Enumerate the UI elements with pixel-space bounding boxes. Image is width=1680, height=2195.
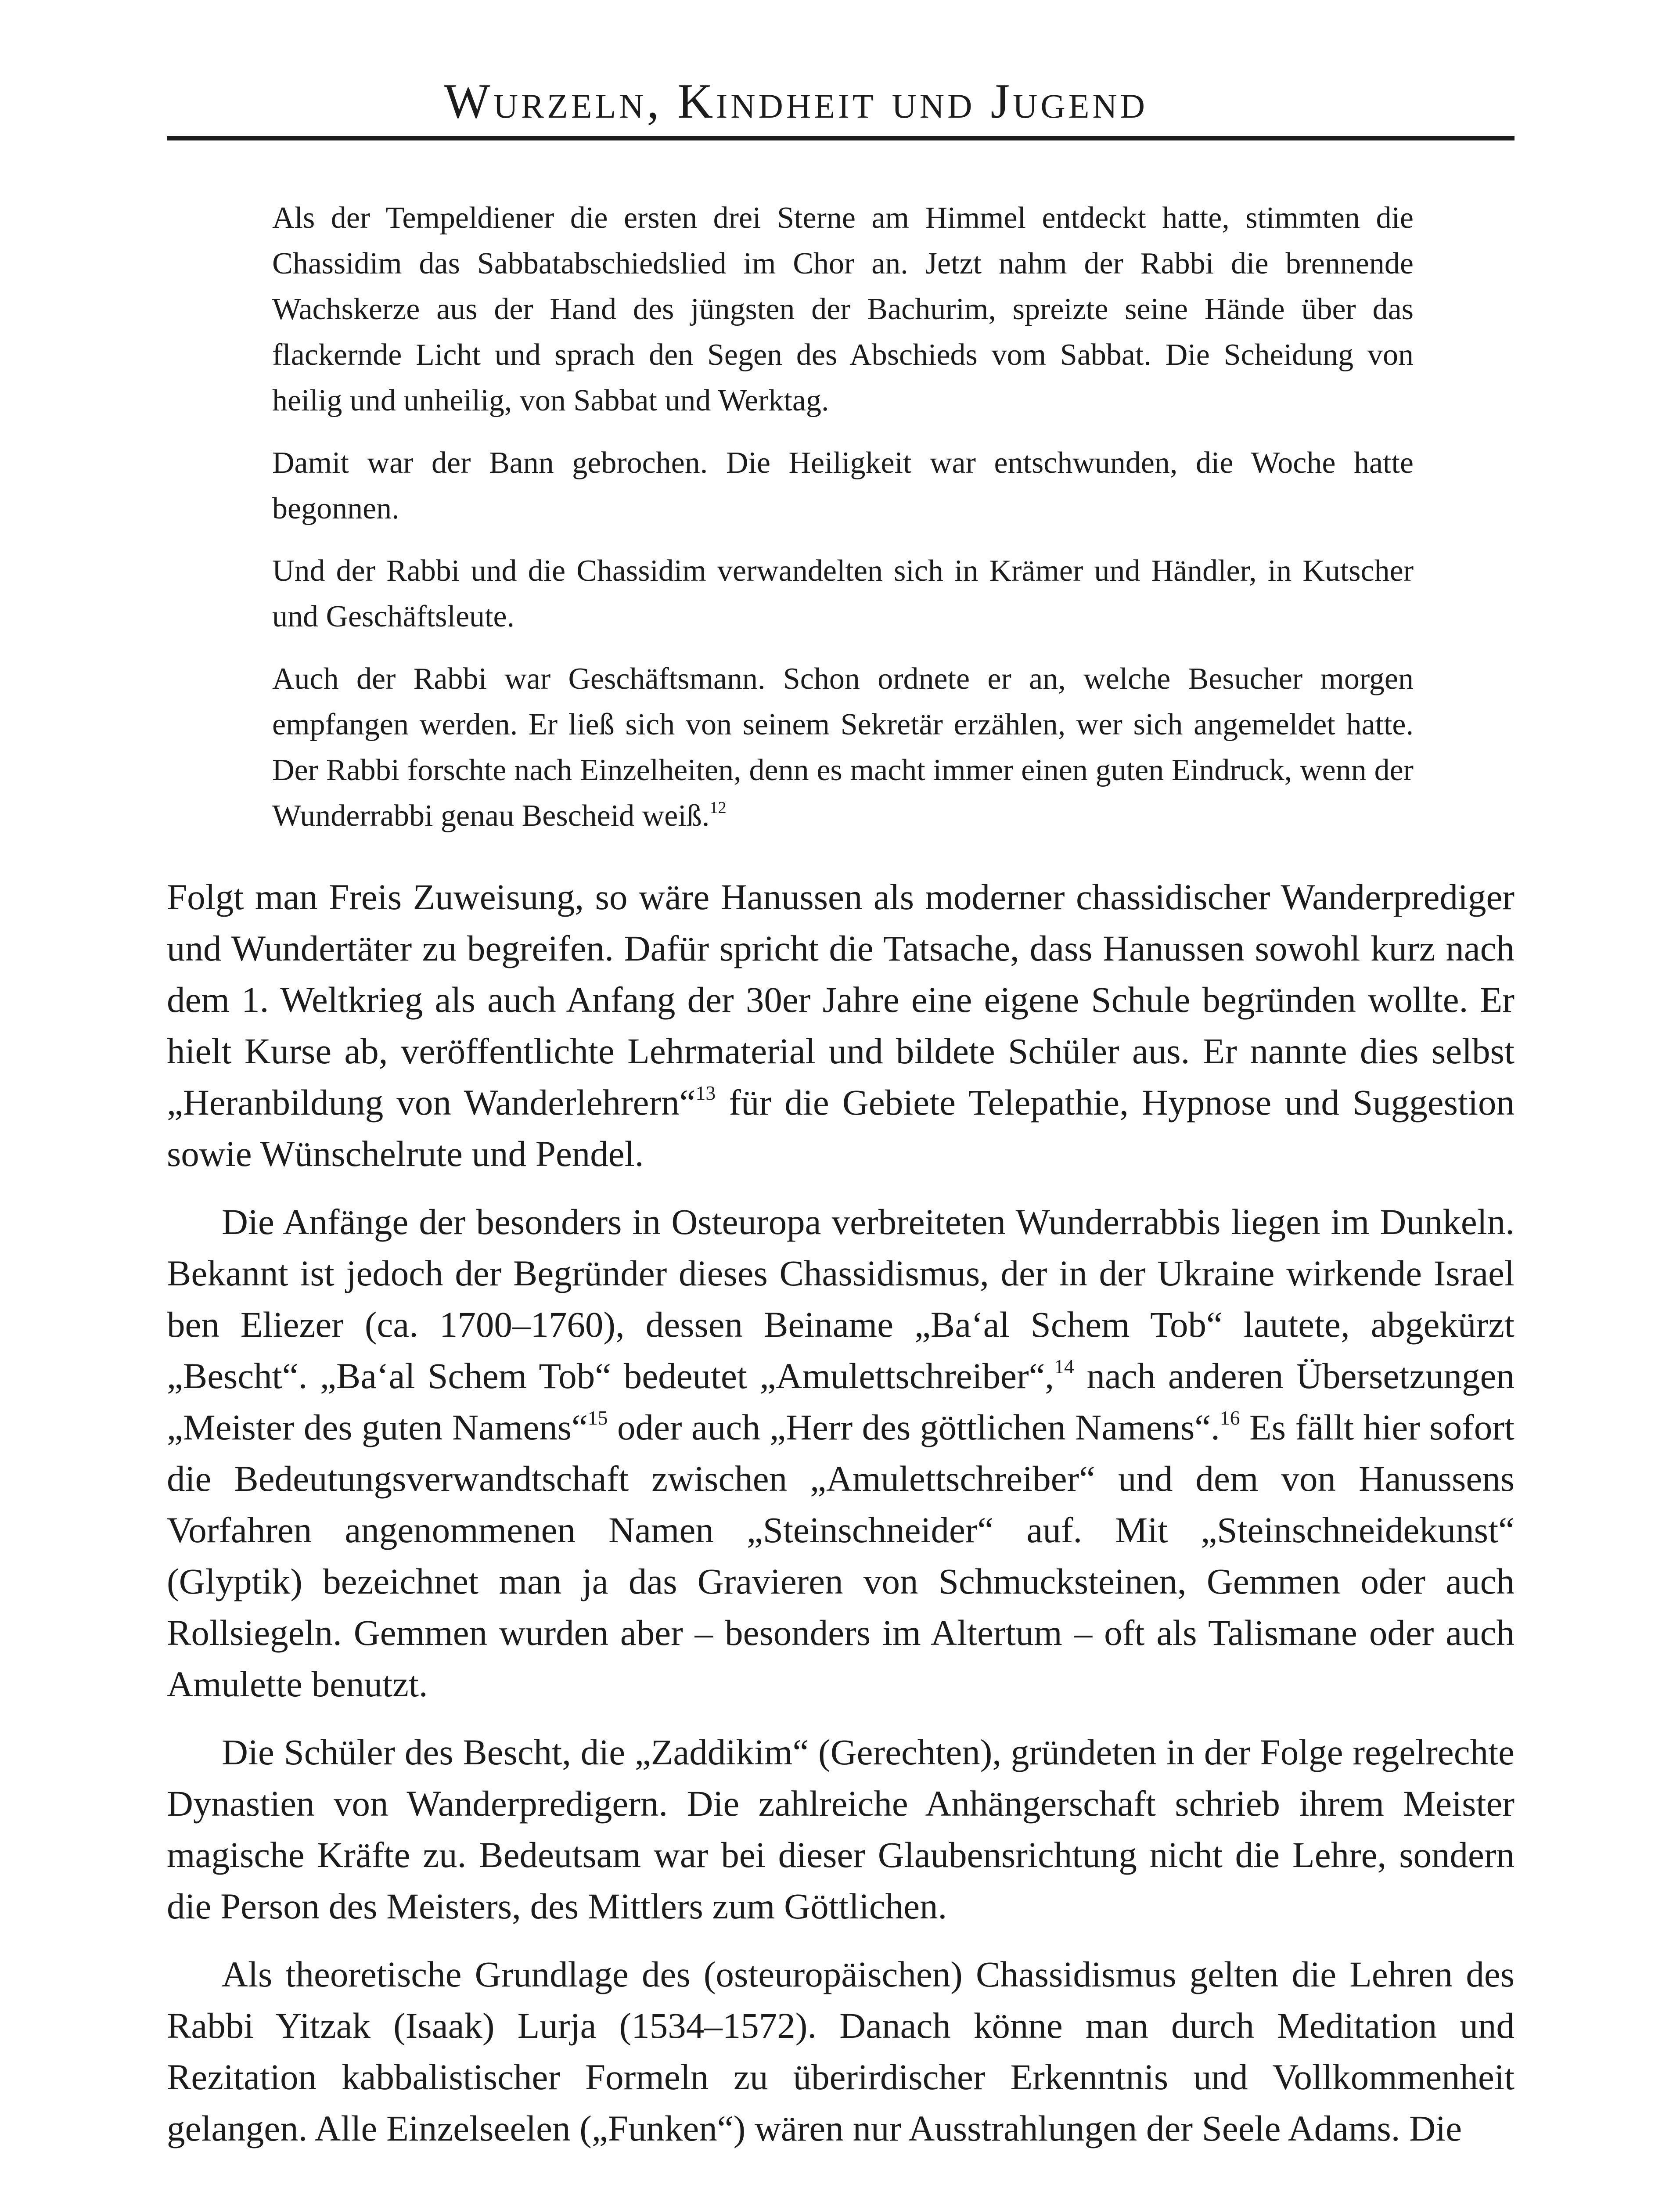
block-quote xyxy=(272,195,1414,856)
quote-paragraph xyxy=(272,656,1414,839)
quote-paragraph xyxy=(272,195,1414,424)
body-text-run: Folgt man Freis Zuweisung, so wäre Hanussen als moderner chassidischer Wanderprediger und Wundertäter zu begreifen. Dafür spricht die Tatsache, dass Hanussen sowohl kurz nach dem 1. Weltkrieg als auch Anfang der 30er Jahre eine eigene Schule begründen wollte. Er hielt Kurse ab, veröffentlichte Lehrmaterial und bildete Schüler aus. Er nannte dies selbst „Heranbildung von Wanderlehrern“ xyxy=(167,877,1515,1123)
body-text-run: Die Anfänge der besonders in Osteuropa verbreiteten Wunderrabbis liegen im Dunkeln. Bekannt ist jedoch der Begründer dieses Chassidismus, der in der Ukraine wirkende Israel ben Eliezer (ca. 1700–1760), dessen Beiname „Ba‘al Schem Tob“ lautete, abgekürzt „Bescht“. „Ba‘al Schem Tob“ bedeutet „Amulettschreiber“, xyxy=(167,1202,1515,1396)
footnote-marker[interactable]: 16 xyxy=(1220,1406,1240,1429)
footnote-marker[interactable]: 15 xyxy=(587,1406,608,1429)
footnote-marker[interactable]: 13 xyxy=(695,1081,716,1104)
body-text-run: für die Gebiete Telepathie, Hypnose und Suggestion sowie Wünschelrute und Pendel. xyxy=(167,1082,1515,1174)
body-paragraph xyxy=(167,1727,1515,1932)
body-paragraph xyxy=(167,871,1515,1180)
quote-text: Damit war der Bann gebrochen. Die Heiligkeit war entschwunden, die Woche hatte begonnen. xyxy=(272,446,1414,525)
body-text-run: Als theoretische Grundlage des (osteuropäischen) Chassidismus gelten die Lehren des Rabbi Yitzak (Isaak) Lurja (1534–1572). Danach könne man durch Meditation und Rezitation kabbalistischer Formeln zu überirdischer Erkenntnis und Vollkommenheit gelangen. Alle Einzelseelen („Funken“) wären nur Ausstrahlungen der Seele Adams. Die xyxy=(167,1954,1515,2148)
quote-paragraph xyxy=(272,548,1414,640)
body-text-run: oder auch „Herr des göttlichen Namens“. xyxy=(608,1407,1220,1447)
running-head xyxy=(167,70,1515,140)
footnote-marker[interactable]: 14 xyxy=(1054,1355,1074,1378)
footnote-marker[interactable]: 12 xyxy=(709,799,727,817)
quote-text: Als der Tempeldiener die ersten drei Sterne am Himmel entdeckt hatte, stimmten die Chassidim das Sabbatabschiedslied im Chor an. Jetzt nahm der Rabbi die brennende Wachskerze aus der Hand des jüngsten der Bachurim, spreizte seine Hände über das flackernde Licht und sprach den Segen des Abschieds vom Sabbat. Die Scheidung von heilig und unheilig, von Sabbat und Werktag. xyxy=(272,201,1414,417)
body-text xyxy=(167,871,1515,2171)
body-text-run: Es fällt hier sofort die Bedeutungsverwandtschaft zwischen „Amulettschreiber“ und dem von Hanussens Vorfahren angenommenen Namen „Steinschneider“ auf. Mit „Steinschneidekunst“ (Glyptik) bezeichnet man ja das Gravieren von Schmucksteinen, Gemmen oder auch Rollsiegeln. Gemmen wurden aber – besonders im Altertum – oft als Talismane oder auch Amulette benutzt. xyxy=(167,1407,1515,1704)
quote-text: Auch der Rabbi war Geschäftsmann. Schon ordnete er an, welche Besucher morgen empfangen werden. Er ließ sich von seinem Sekretär erzählen, wer sich angemeldet hatte. Der Rabbi forschte nach Einzelheiten, denn es macht immer einen guten Eindruck, wenn der Wunderrabbi genau Bescheid weiß. xyxy=(272,662,1414,833)
body-text-run: Die Schüler des Bescht, die „Zaddikim“ (Gerechten), gründeten in der Folge regelrechte Dynastien von Wanderpredigern. Die zahlreiche Anhängerschaft schrieb ihrem Meister magische Kräfte zu. Bedeutsam war bei dieser Glaubensrichtung nicht die Lehre, sondern die Person des Meisters, des Mittlers zum Göttlichen. xyxy=(167,1732,1515,1926)
running-head-title: Wurzeln, Kindheit und Jugend xyxy=(444,74,1148,129)
body-paragraph xyxy=(167,1949,1515,2154)
body-text-run: nach anderen Übersetzungen „Meister des guten Namens“ xyxy=(167,1356,1515,1447)
quote-paragraph xyxy=(272,440,1414,532)
quote-text: Und der Rabbi und die Chassidim verwandelten sich in Krämer und Händler, in Kutscher und Geschäftsleute. xyxy=(272,554,1414,633)
body-paragraph xyxy=(167,1196,1515,1710)
